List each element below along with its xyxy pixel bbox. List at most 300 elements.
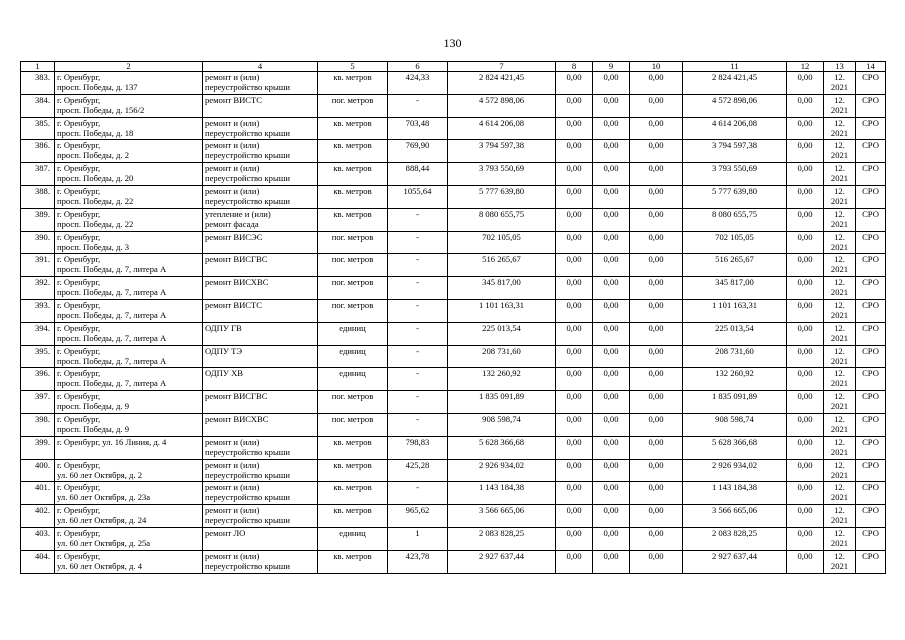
address-line-2: просп. Победы, д. 22	[57, 195, 134, 206]
address-line-2: просп. Победы, д. 9	[57, 401, 129, 412]
volume-cell: -	[388, 391, 448, 414]
row-number: 389.	[21, 208, 55, 231]
unit-cell: кв. метров	[318, 550, 388, 573]
unit-cell: кв. метров	[318, 185, 388, 208]
column-number: 10	[630, 62, 683, 72]
column-8-cell: 0,00	[556, 322, 593, 345]
deadline-year: 2021	[830, 515, 849, 526]
work-type-cell	[203, 345, 318, 368]
row-number: 404.	[21, 550, 55, 573]
column-11-cell: 1 835 091,89	[683, 391, 787, 414]
address-line-2: просп. Победы, д. 7, литера А	[57, 287, 167, 298]
column-8-cell: 0,00	[556, 185, 593, 208]
column-10-cell: 0,00	[630, 72, 683, 95]
column-8-cell: 0,00	[556, 413, 593, 436]
table-row	[21, 277, 886, 300]
deadline-year: 2021	[830, 423, 849, 434]
method-cell: СРО	[856, 505, 886, 528]
deadline-cell	[824, 391, 856, 414]
column-10-cell: 0,00	[630, 163, 683, 186]
deadline-year: 2021	[830, 401, 849, 412]
column-9-cell: 0,00	[593, 436, 630, 459]
deadline-cell	[824, 550, 856, 573]
column-8-cell: 0,00	[556, 299, 593, 322]
work-type-line-1: ОДПУ ГВ	[205, 322, 242, 333]
deadline-month: 12.	[834, 140, 845, 151]
column-12-cell: 0,00	[787, 72, 824, 95]
deadline-cell	[824, 459, 856, 482]
table-row	[21, 72, 886, 95]
table-row	[21, 436, 886, 459]
column-12-cell: 0,00	[787, 140, 824, 163]
deadline-cell	[824, 94, 856, 117]
deadline-cell	[824, 117, 856, 140]
column-12-cell: 0,00	[787, 527, 824, 550]
row-number: 383.	[21, 72, 55, 95]
deadline-month: 12.	[834, 277, 845, 288]
method-cell: СРО	[856, 163, 886, 186]
row-number: 401.	[21, 482, 55, 505]
unit-cell: пог. метров	[318, 254, 388, 277]
address-line-2: просп. Победы, д. 9	[57, 423, 129, 434]
column-10-cell: 0,00	[630, 254, 683, 277]
address-line-2: просп. Победы, д. 7, литера А	[57, 378, 167, 389]
total-cost-cell: 2 083 828,25	[448, 527, 556, 550]
table-row	[21, 550, 886, 573]
deadline-year: 2021	[830, 309, 849, 320]
address-line-2: просп. Победы, д. 20	[57, 173, 134, 184]
column-8-cell: 0,00	[556, 254, 593, 277]
column-8-cell: 0,00	[556, 436, 593, 459]
column-number: 8	[556, 62, 593, 72]
column-11-cell: 132 260,92	[683, 368, 787, 391]
row-number: 395.	[21, 345, 55, 368]
deadline-cell	[824, 322, 856, 345]
row-number: 390.	[21, 231, 55, 254]
address-line-1: г. Оренбург,	[57, 208, 101, 219]
column-8-cell: 0,00	[556, 459, 593, 482]
total-cost-cell: 1 101 163,31	[448, 299, 556, 322]
work-type-cell	[203, 322, 318, 345]
total-cost-cell: 4 614 206,08	[448, 117, 556, 140]
volume-cell: -	[388, 322, 448, 345]
unit-cell: кв. метров	[318, 140, 388, 163]
column-9-cell: 0,00	[593, 391, 630, 414]
column-9-cell: 0,00	[593, 72, 630, 95]
work-type-cell	[203, 231, 318, 254]
method-cell: СРО	[856, 550, 886, 573]
total-cost-cell: 345 817,00	[448, 277, 556, 300]
unit-cell: единиц	[318, 527, 388, 550]
unit-cell: кв. метров	[318, 208, 388, 231]
method-cell: СРО	[856, 94, 886, 117]
address-cell	[55, 94, 203, 117]
address-line-1: г. Оренбург, ул. 16 Линия, д. 4	[57, 436, 167, 447]
column-11-cell: 2 083 828,25	[683, 527, 787, 550]
deadline-year: 2021	[830, 378, 849, 389]
deadline-year: 2021	[830, 332, 849, 343]
address-line-1: г. Оренбург,	[57, 482, 101, 493]
column-8-cell: 0,00	[556, 117, 593, 140]
column-10-cell: 0,00	[630, 277, 683, 300]
address-line-1: г. Оренбург,	[57, 254, 101, 265]
work-type-cell	[203, 140, 318, 163]
unit-cell: кв. метров	[318, 436, 388, 459]
deadline-month: 12.	[834, 391, 845, 402]
column-8-cell: 0,00	[556, 163, 593, 186]
row-number: 393.	[21, 299, 55, 322]
deadline-year: 2021	[830, 469, 849, 480]
work-type-line-2: переустройство крыши	[205, 492, 290, 503]
work-type-cell	[203, 459, 318, 482]
work-type-line-1: ремонт ВИСЭС	[205, 231, 263, 242]
column-8-cell: 0,00	[556, 72, 593, 95]
total-cost-cell: 2 824 421,45	[448, 72, 556, 95]
column-12-cell: 0,00	[787, 277, 824, 300]
work-type-line-1: ремонт ВИСХВС	[205, 413, 269, 424]
deadline-year: 2021	[830, 355, 849, 366]
address-line-1: г. Оренбург,	[57, 322, 101, 333]
table-row	[21, 117, 886, 140]
work-type-line-1: ремонт и (или)	[205, 117, 260, 128]
row-number: 397.	[21, 391, 55, 414]
column-12-cell: 0,00	[787, 413, 824, 436]
column-9-cell: 0,00	[593, 117, 630, 140]
method-cell: СРО	[856, 459, 886, 482]
address-line-2: просп. Победы, д. 156/2	[57, 104, 145, 115]
work-type-line-1: ОДПУ ХВ	[205, 368, 244, 379]
table-row	[21, 527, 886, 550]
column-12-cell: 0,00	[787, 299, 824, 322]
method-cell: СРО	[856, 527, 886, 550]
row-number: 387.	[21, 163, 55, 186]
address-line-1: г. Оренбург,	[57, 94, 101, 105]
address-line-2: просп. Победы, д. 137	[57, 82, 138, 92]
table-row	[21, 231, 886, 254]
address-line-1: г. Оренбург,	[57, 163, 101, 174]
column-12-cell: 0,00	[787, 459, 824, 482]
table-body	[21, 72, 886, 574]
deadline-year: 2021	[830, 492, 849, 503]
volume-cell: -	[388, 94, 448, 117]
column-11-cell: 2 824 421,45	[683, 72, 787, 95]
column-8-cell: 0,00	[556, 208, 593, 231]
deadline-month: 12.	[834, 94, 845, 105]
column-10-cell: 0,00	[630, 459, 683, 482]
deadline-cell	[824, 436, 856, 459]
volume-cell: 703,48	[388, 117, 448, 140]
volume-cell: -	[388, 254, 448, 277]
volume-cell: -	[388, 413, 448, 436]
total-cost-cell: 516 265,67	[448, 254, 556, 277]
volume-cell: -	[388, 482, 448, 505]
deadline-cell	[824, 231, 856, 254]
total-cost-cell: 5 777 639,80	[448, 185, 556, 208]
method-cell: СРО	[856, 231, 886, 254]
work-type-cell	[203, 527, 318, 550]
work-type-line-1: ремонт ВИСТС	[205, 299, 263, 310]
work-type-line-2: переустройство крыши	[205, 82, 290, 92]
address-cell	[55, 527, 203, 550]
address-cell	[55, 277, 203, 300]
deadline-year: 2021	[830, 173, 849, 184]
column-12-cell: 0,00	[787, 185, 824, 208]
column-11-cell: 3 793 550,69	[683, 163, 787, 186]
column-11-cell: 908 598,74	[683, 413, 787, 436]
table-row	[21, 140, 886, 163]
column-number: 2	[55, 62, 203, 72]
column-12-cell: 0,00	[787, 391, 824, 414]
column-number-row	[21, 62, 886, 72]
column-12-cell: 0,00	[787, 345, 824, 368]
address-line-1: г. Оренбург,	[57, 231, 101, 242]
work-type-cell	[203, 391, 318, 414]
deadline-month: 12.	[834, 208, 845, 219]
total-cost-cell: 8 080 655,75	[448, 208, 556, 231]
address-line-1: г. Оренбург,	[57, 368, 101, 379]
column-12-cell: 0,00	[787, 208, 824, 231]
work-type-line-1: ОДПУ ТЭ	[205, 345, 243, 356]
volume-cell: -	[388, 299, 448, 322]
method-cell: СРО	[856, 72, 886, 95]
address-line-1: г. Оренбург,	[57, 117, 101, 128]
column-number: 9	[593, 62, 630, 72]
unit-cell: пог. метров	[318, 391, 388, 414]
work-type-line-1: утепление и (или)	[205, 208, 271, 219]
address-line-1: г. Оренбург,	[57, 550, 101, 561]
column-10-cell: 0,00	[630, 140, 683, 163]
work-type-cell	[203, 299, 318, 322]
column-11-cell: 8 080 655,75	[683, 208, 787, 231]
row-number: 392.	[21, 277, 55, 300]
address-line-1: г. Оренбург,	[57, 277, 101, 288]
volume-cell: 423,78	[388, 550, 448, 573]
column-9-cell: 0,00	[593, 299, 630, 322]
total-cost-cell: 4 572 898,06	[448, 94, 556, 117]
address-cell	[55, 254, 203, 277]
volume-cell: 965,62	[388, 505, 448, 528]
column-12-cell: 0,00	[787, 550, 824, 573]
work-type-line-2: переустройство крыши	[205, 446, 290, 457]
address-cell	[55, 231, 203, 254]
column-11-cell: 5 777 639,80	[683, 185, 787, 208]
column-9-cell: 0,00	[593, 231, 630, 254]
work-type-cell	[203, 94, 318, 117]
volume-cell: 424,33	[388, 72, 448, 95]
column-10-cell: 0,00	[630, 208, 683, 231]
column-10-cell: 0,00	[630, 413, 683, 436]
column-number: 6	[388, 62, 448, 72]
address-cell	[55, 208, 203, 231]
method-cell: СРО	[856, 299, 886, 322]
column-9-cell: 0,00	[593, 368, 630, 391]
deadline-month: 12.	[834, 505, 845, 516]
deadline-cell	[824, 72, 856, 95]
row-number: 394.	[21, 322, 55, 345]
column-number: 13	[824, 62, 856, 72]
work-type-cell	[203, 413, 318, 436]
column-12-cell: 0,00	[787, 322, 824, 345]
row-number: 402.	[21, 505, 55, 528]
column-11-cell: 225 013,54	[683, 322, 787, 345]
volume-cell: 888,44	[388, 163, 448, 186]
column-9-cell: 0,00	[593, 277, 630, 300]
work-type-cell	[203, 117, 318, 140]
unit-cell: пог. метров	[318, 277, 388, 300]
address-cell	[55, 322, 203, 345]
column-8-cell: 0,00	[556, 345, 593, 368]
deadline-cell	[824, 345, 856, 368]
volume-cell: 798,83	[388, 436, 448, 459]
column-8-cell: 0,00	[556, 505, 593, 528]
page-number: 130	[443, 36, 462, 50]
column-11-cell: 2 926 934,02	[683, 459, 787, 482]
address-cell	[55, 391, 203, 414]
address-line-2: просп. Победы, д. 7, литера А	[57, 355, 167, 366]
column-10-cell: 0,00	[630, 231, 683, 254]
volume-cell: -	[388, 368, 448, 391]
deadline-month: 12.	[834, 527, 845, 538]
deadline-year: 2021	[830, 104, 849, 115]
column-number: 1	[21, 62, 55, 72]
column-12-cell: 0,00	[787, 94, 824, 117]
work-type-line-2: переустройство крыши	[205, 150, 290, 161]
address-cell	[55, 185, 203, 208]
unit-cell: пог. метров	[318, 413, 388, 436]
column-11-cell: 702 105,05	[683, 231, 787, 254]
column-12-cell: 0,00	[787, 254, 824, 277]
column-10-cell: 0,00	[630, 527, 683, 550]
row-number: 399.	[21, 436, 55, 459]
table-row	[21, 299, 886, 322]
column-9-cell: 0,00	[593, 459, 630, 482]
unit-cell: кв. метров	[318, 163, 388, 186]
column-12-cell: 0,00	[787, 436, 824, 459]
address-cell	[55, 72, 203, 95]
address-line-2: просп. Победы, д. 18	[57, 127, 134, 138]
address-cell	[55, 299, 203, 322]
total-cost-cell: 908 598,74	[448, 413, 556, 436]
column-10-cell: 0,00	[630, 505, 683, 528]
work-type-cell	[203, 72, 318, 95]
deadline-month: 12.	[834, 459, 845, 470]
deadline-cell	[824, 505, 856, 528]
deadline-month: 12.	[834, 345, 845, 356]
table-row	[21, 413, 886, 436]
deadline-year: 2021	[830, 150, 849, 161]
column-11-cell: 3 566 665,06	[683, 505, 787, 528]
address-line-1: г. Оренбург,	[57, 391, 101, 402]
column-10-cell: 0,00	[630, 185, 683, 208]
method-cell: СРО	[856, 140, 886, 163]
column-10-cell: 0,00	[630, 94, 683, 117]
work-type-line-1: ремонт ВИСГВС	[205, 254, 268, 265]
address-line-1: г. Оренбург,	[57, 459, 101, 470]
deadline-cell	[824, 527, 856, 550]
column-10-cell: 0,00	[630, 322, 683, 345]
work-type-line-1: ремонт ВИСТС	[205, 94, 263, 105]
work-type-line-2: переустройство крыши	[205, 127, 290, 138]
deadline-month: 12.	[834, 322, 845, 333]
volume-cell: 1055,64	[388, 185, 448, 208]
work-type-line-2: переустройство крыши	[205, 173, 290, 184]
deadline-month: 12.	[834, 117, 845, 128]
column-11-cell: 2 927 637,44	[683, 550, 787, 573]
work-type-cell	[203, 208, 318, 231]
unit-cell: единиц	[318, 322, 388, 345]
address-cell	[55, 505, 203, 528]
volume-cell: 1	[388, 527, 448, 550]
table-row	[21, 505, 886, 528]
method-cell: СРО	[856, 391, 886, 414]
column-number: 7	[448, 62, 556, 72]
address-cell	[55, 163, 203, 186]
deadline-month: 12.	[834, 231, 845, 242]
work-type-line-2: переустройство крыши	[205, 195, 290, 206]
address-line-1: г. Оренбург,	[57, 299, 101, 310]
table-row	[21, 94, 886, 117]
column-number: 5	[318, 62, 388, 72]
address-cell	[55, 140, 203, 163]
total-cost-cell: 3 566 665,06	[448, 505, 556, 528]
row-number: 386.	[21, 140, 55, 163]
deadline-year: 2021	[830, 218, 849, 229]
table-row	[21, 482, 886, 505]
column-9-cell: 0,00	[593, 185, 630, 208]
work-type-cell	[203, 505, 318, 528]
column-8-cell: 0,00	[556, 94, 593, 117]
table-row	[21, 322, 886, 345]
capital-repair-table	[20, 61, 886, 574]
work-type-cell	[203, 254, 318, 277]
row-number: 385.	[21, 117, 55, 140]
address-line-2: просп. Победы, д. 3	[57, 241, 129, 252]
deadline-cell	[824, 163, 856, 186]
address-line-1: г. Оренбург,	[57, 140, 101, 151]
total-cost-cell: 702 105,05	[448, 231, 556, 254]
column-10-cell: 0,00	[630, 345, 683, 368]
column-9-cell: 0,00	[593, 94, 630, 117]
deadline-cell	[824, 368, 856, 391]
work-type-line-1: ремонт и (или)	[205, 163, 260, 174]
volume-cell: 769,90	[388, 140, 448, 163]
column-10-cell: 0,00	[630, 391, 683, 414]
work-type-cell	[203, 163, 318, 186]
column-12-cell: 0,00	[787, 505, 824, 528]
work-type-line-1: ремонт и (или)	[205, 436, 260, 447]
deadline-month: 12.	[834, 482, 845, 493]
column-11-cell: 3 794 597,38	[683, 140, 787, 163]
deadline-year: 2021	[830, 127, 849, 138]
deadline-cell	[824, 482, 856, 505]
work-type-cell	[203, 482, 318, 505]
total-cost-cell: 5 628 366,68	[448, 436, 556, 459]
address-line-1: г. Оренбург,	[57, 505, 101, 516]
column-9-cell: 0,00	[593, 254, 630, 277]
method-cell: СРО	[856, 436, 886, 459]
address-line-2: ул. 60 лет Октября, д. 24	[57, 515, 147, 526]
deadline-month: 12.	[834, 163, 845, 174]
work-type-cell	[203, 185, 318, 208]
deadline-month: 12.	[834, 436, 845, 447]
work-type-line-1: ремонт ВИСХВС	[205, 277, 269, 288]
column-number: 12	[787, 62, 824, 72]
total-cost-cell: 3 794 597,38	[448, 140, 556, 163]
unit-cell: пог. метров	[318, 231, 388, 254]
deadline-year: 2021	[830, 241, 849, 252]
column-11-cell: 345 817,00	[683, 277, 787, 300]
table-row	[21, 345, 886, 368]
